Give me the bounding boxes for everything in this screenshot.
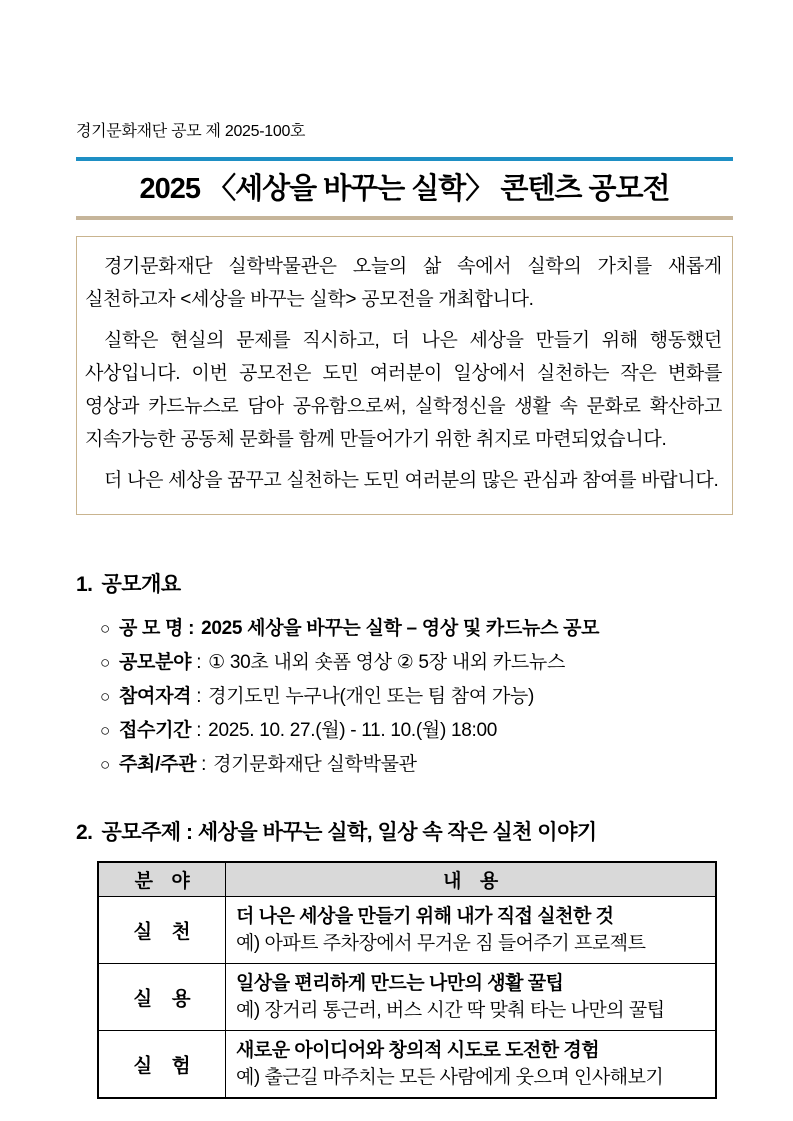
circle-bullet-icon: ○ <box>100 755 110 774</box>
item-separator: : <box>201 754 207 775</box>
table-header-row <box>98 862 716 897</box>
table-header-category: 분 야 <box>98 862 226 897</box>
category-cell: 실 험 <box>98 1031 226 1099</box>
item-label: 주최/주관 <box>118 754 197 775</box>
theme-table-body <box>98 897 716 1099</box>
section-theme-number: 2. <box>76 821 93 844</box>
table-row-practice <box>98 897 716 964</box>
section-overview-heading <box>76 571 733 599</box>
overview-item-categories <box>100 650 733 675</box>
table-row-utility <box>98 964 716 1031</box>
content-cell <box>226 1031 717 1099</box>
row-title: 더 나은 세상을 만들기 위해 내가 직접 실천한 것 <box>236 906 614 927</box>
row-title: 새로운 아이디어와 창의적 시도로 도전한 경험 <box>236 1040 600 1061</box>
title-bottom-rule <box>76 216 733 220</box>
item-separator: : <box>188 618 195 639</box>
section-theme-heading <box>76 819 733 847</box>
doc-number: 경기문화재단 공모 제 2025-100호 <box>76 123 306 140</box>
overview-list <box>76 616 733 777</box>
intro-box <box>76 236 733 515</box>
overview-item-eligibility <box>100 684 733 709</box>
intro-paragraph-3: 더 나은 세상을 꿈꾸고 실천하는 도민 여러분의 많은 관심과 참여를 바랍니다. <box>104 470 719 491</box>
row-example: 예) 출근길 마주치는 모든 사람에게 웃으며 인사해보기 <box>236 1067 664 1088</box>
section-theme-title: 공모주제 : 세상을 바꾸는 실학, 일상 속 작은 실천 이야기 <box>101 821 597 844</box>
title-top-rule <box>76 157 733 161</box>
item-label: 접수기간 <box>118 720 192 741</box>
item-label: 공모분야 <box>118 652 192 673</box>
intro-paragraph-2: 실학은 현실의 문제를 직시하고, 더 나은 세상을 만들기 위해 행동했던 사상입니다. 이번 공모전은 도민 여러분이 일상에서 실천하는 작은 변화를 영상과 카드뉴스로 담아 공유함으로써, 실학정신을 생활 속 문화로 확산하고 지속가능한 공동체 문화를 함께 만들어가기 위한 취지로 마련되었습니다. <box>85 330 722 450</box>
item-value: 경기도민 누구나(개인 또는 팀 참여 가능) <box>208 686 534 707</box>
item-separator: : <box>196 686 202 707</box>
page-title: 2025 〈세상을 바꾸는 실학〉 콘텐츠 공모전 <box>139 173 670 205</box>
category-cell: 실 천 <box>98 897 226 964</box>
item-label: 참여자격 <box>118 686 192 707</box>
table-header-content: 내 용 <box>226 862 717 897</box>
table-row-experiment <box>98 1031 716 1099</box>
row-example: 예) 아파트 주차장에서 무거운 짐 들어주기 프로젝트 <box>236 933 646 954</box>
circle-bullet-icon: ○ <box>100 721 110 740</box>
overview-item-contest-name <box>100 616 733 641</box>
category-cell: 실 용 <box>98 964 226 1031</box>
row-title: 일상을 편리하게 만드는 나만의 생활 꿀팁 <box>236 973 564 994</box>
item-separator: : <box>196 720 202 741</box>
circle-bullet-icon: ○ <box>100 687 110 706</box>
content-cell <box>226 897 717 964</box>
item-separator: : <box>196 652 202 673</box>
theme-table-head <box>98 862 716 897</box>
theme-table <box>97 861 717 1099</box>
content-cell <box>226 964 717 1031</box>
intro-paragraph-1: 경기문화재단 실학박물관은 오늘의 삶 속에서 실학의 가치를 새롭게 실천하고자 <세상을 바꾸는 실학> 공모전을 개최합니다. <box>85 256 722 310</box>
circle-bullet-icon: ○ <box>100 619 110 638</box>
overview-item-organizer <box>100 752 733 777</box>
section-overview-number: 1. <box>76 573 93 596</box>
overview-item-period <box>100 718 733 743</box>
section-overview-title: 공모개요 <box>101 573 181 596</box>
item-value: 2025. 10. 27.(월) - 11. 10.(월) 18:00 <box>208 720 498 741</box>
circle-bullet-icon: ○ <box>100 653 110 672</box>
item-label: 공 모 명 <box>118 618 184 639</box>
item-value: 경기문화재단 실학박물관 <box>213 754 417 775</box>
item-value: 2025 세상을 바꾸는 실학 – 영상 및 카드뉴스 공모 <box>201 618 600 639</box>
item-value: ① 30초 내외 숏폼 영상 ② 5장 내외 카드뉴스 <box>208 652 566 673</box>
row-example: 예) 장거리 통근러, 버스 시간 딱 맞춰 타는 나만의 꿀팁 <box>236 1000 665 1021</box>
